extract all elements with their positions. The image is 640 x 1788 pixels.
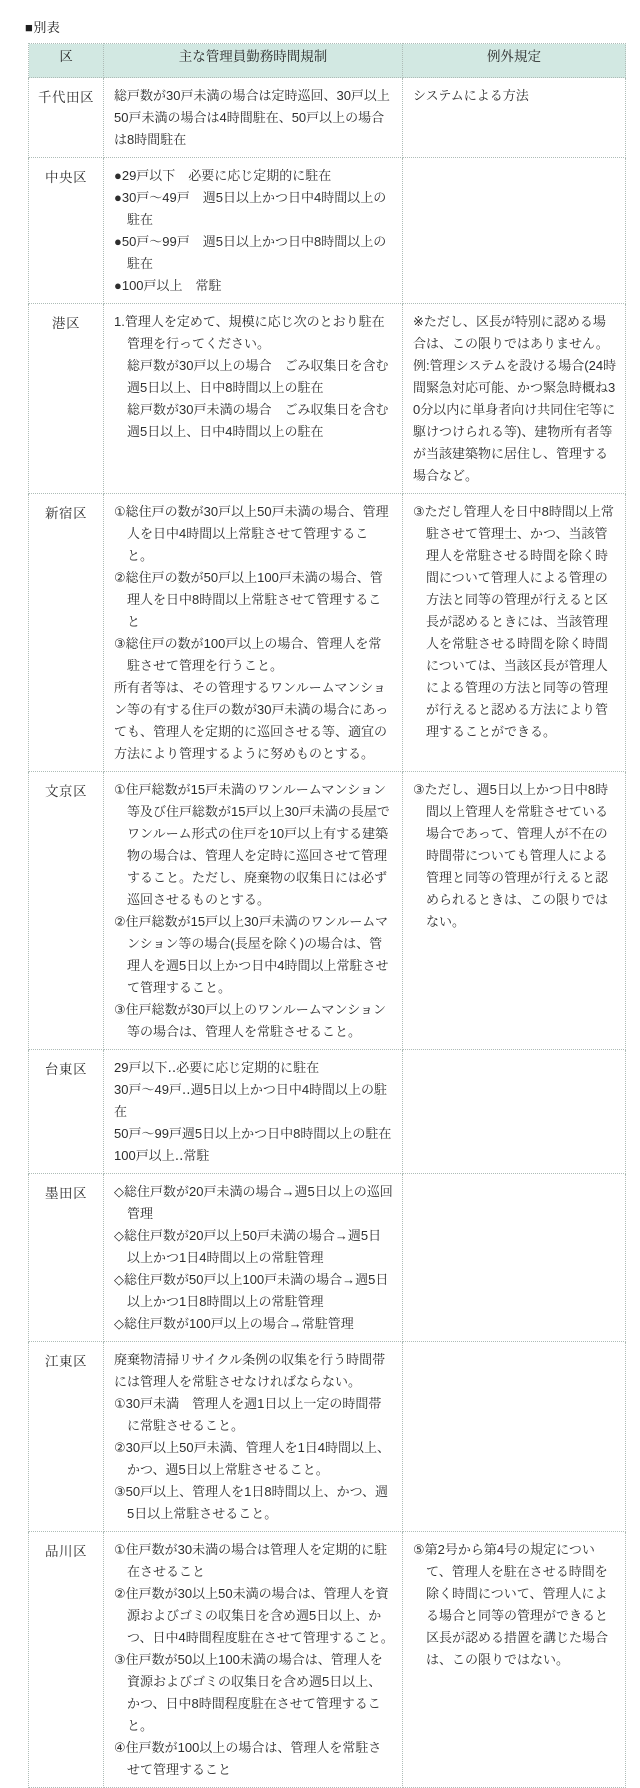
table-row xyxy=(29,304,626,494)
ward-name: 品川区 xyxy=(29,1532,104,1788)
regulation-line: ②住戸総数が15戸以上30戸未満のワンルームマンション等の場合(長屋を除く)の場合は、管理人を週5日以上かつ日中4時間以上常駐させて管理すること。 xyxy=(114,914,389,995)
exception-line: ⑤第2号から第4号の規定について、管理人を駐在させる時間を除く時間について、管理人による場合と同等の管理ができると区長が認める措置を講じた場合は、この限りではない。 xyxy=(413,1542,609,1667)
regulation-line: ④住戸数が100以上の場合は、管理人を常駐させて管理すること xyxy=(114,1740,382,1777)
regulation-line: 30戸～49戸‥週5日以上かつ日中4時間以上の駐在 xyxy=(114,1082,388,1119)
ward-name: 中央区 xyxy=(29,158,104,304)
regulation-line: 廃棄物清掃リサイクル条例の収集を行う時間帯には管理人を常駐させなければならない。 xyxy=(114,1352,386,1389)
regulation-line: ③住戸総数が30戸以上のワンルームマンション等の場合は、管理人を常駐させること。 xyxy=(114,1002,386,1039)
regulation-line: ◇総住戸数が20戸未満の場合→週5日以上の巡回管理 xyxy=(114,1184,393,1221)
exception-line: ③ただし管理人を日中8時間以上常駐させて管理士、かつ、当該管理人を常駐させる時間を除く時間について管理人による管理の方法と同等の管理が行えると区長が認めるときには、当該管理人を常駐させる時間を除く時間については、当該区長が管理人による管理の方法と同等の管理が行えると認める方法により管理することができる。 xyxy=(413,504,614,739)
exception-cell xyxy=(403,78,626,158)
regulation-cell xyxy=(104,494,403,772)
regulation-line: ①30戸未満 管理人を週1日以上一定の時間帯に常駐させること。 xyxy=(114,1396,382,1433)
regulation-line: ◇総住戸数が100戸以上の場合→常駐管理 xyxy=(114,1316,354,1331)
regulation-line: ①総住戸の数が30戸以上50戸未満の場合、管理人を日中4時間以上常駐させて管理すること。 xyxy=(114,504,389,563)
ward-name: 文京区 xyxy=(29,772,104,1050)
regulation-line: 総戸数が30戸以上の場合 ごみ収集日を含む週5日以上、日中8時間以上の駐在 xyxy=(127,358,389,395)
exception-cell xyxy=(403,1050,626,1174)
regulation-line: ②住戸数が30以上50未満の場合は、管理人を資源およびゴミの収集日を含め週5日以上、かつ、日中4時間程度駐在させて管理すること。 xyxy=(114,1586,394,1645)
exception-cell xyxy=(403,1532,626,1788)
ward-regulation-table xyxy=(28,43,626,1788)
regulation-line: ◇総住戸数が50戸以上100戸未満の場合→週5日以上かつ1日8時間以上の常駐管理 xyxy=(114,1272,389,1309)
regulation-line: ①住戸数が30未満の場合は管理人を定期的に駐在させること xyxy=(114,1542,388,1579)
regulation-line: ●30戸～49戸 週5日以上かつ日中4時間以上の駐在 xyxy=(114,190,387,227)
regulation-line: ③総住戸の数が100戸以上の場合、管理人を常駐させて管理を行うこと。 xyxy=(114,636,382,673)
regulation-cell xyxy=(104,1532,403,1788)
exception-cell xyxy=(403,304,626,494)
regulation-line: ①住戸総数が15戸未満のワンルームマンション等及び住戸総数が15戸以上30戸未満の長屋でワンルーム形式の住戸を10戸以上有する建築物の場合は、管理人を定時に巡回させて管理すること。ただし、廃棄物の収集日には必ず巡回させるものとする。 xyxy=(114,782,390,907)
regulation-line: ③住戸数が50以上100未満の場合は、管理人を資源およびゴミの収集日を含め週5日以上、かつ、日中8時間程度駐在させて管理すること。 xyxy=(114,1652,383,1733)
regulation-line: ◇総住戸数が20戸以上50戸未満の場合→週5日以上かつ1日4時間以上の常駐管理 xyxy=(114,1228,382,1265)
table-row xyxy=(29,494,626,772)
ward-name: 墨田区 xyxy=(29,1174,104,1342)
exception-line: ③ただし、週5日以上かつ日中8時間以上管理人を常駐させている場合であって、管理人が不在の時間帯についても管理人による管理と同等の管理が行えると認められるときは、この限りではない。 xyxy=(413,782,609,929)
header-exception: 例外規定 xyxy=(403,44,626,78)
regulation-line: 総戸数が30戸未満の場合 ごみ収集日を含む週5日以上、日中4時間以上の駐在 xyxy=(127,402,389,439)
table-row xyxy=(29,1050,626,1174)
regulation-cell xyxy=(104,1342,403,1532)
ward-name: 港区 xyxy=(29,304,104,494)
ward-name: 江東区 xyxy=(29,1342,104,1532)
header-regulation: 主な管理員勤務時間規制 xyxy=(104,44,403,78)
exception-line: システムによる方法 xyxy=(413,88,529,103)
exception-cell xyxy=(403,772,626,1050)
ward-name: 千代田区 xyxy=(29,78,104,158)
table-row xyxy=(29,1342,626,1532)
table-row xyxy=(29,78,626,158)
regulation-cell xyxy=(104,1174,403,1342)
regulation-line: ●100戸以上 常駐 xyxy=(114,278,222,293)
regulation-line: ③50戸以上、管理人を1日8時間以上、かつ、週5日以上常駐させること。 xyxy=(114,1484,389,1521)
regulation-line: 総戸数が30戸未満の場合は定時巡回、30戸以上50戸未満の場合は4時間駐在、50戸以上の場合は8時間駐在 xyxy=(114,88,390,147)
exception-cell xyxy=(403,1342,626,1532)
exception-cell xyxy=(403,494,626,772)
table-row xyxy=(29,772,626,1050)
exception-cell xyxy=(403,1174,626,1342)
regulation-line: ②30戸以上50戸未満、管理人を1日4時間以上、かつ、週5日以上常駐させること。 xyxy=(114,1440,391,1477)
regulation-line: 50戸～99戸週5日以上かつ日中8時間以上の駐在 xyxy=(114,1126,392,1141)
table-row xyxy=(29,1532,626,1788)
exception-line: 例:管理システムを設ける場合(24時間緊急対応可能、かつ緊急時概ね30分以内に単身者向け共同住宅等に駆けつけられる等)、建物所有者等が当該建築物に居住し、管理する場合など。 xyxy=(413,358,617,483)
regulation-line: ②総住戸の数が50戸以上100戸未満の場合、管理人を日中8時間以上常駐させて管理すること xyxy=(114,570,383,629)
regulation-line: 所有者等は、その管理するワンルームマンション等の有する住戸の数が30戸未満の場合にあっても、管理人を定期的に巡回させる等、適宜の方法により管理するように努めものとする。 xyxy=(114,680,389,761)
regulation-cell xyxy=(104,78,403,158)
ward-name: 台東区 xyxy=(29,1050,104,1174)
regulation-line: ●29戸以下 必要に応じ定期的に駐在 xyxy=(114,168,332,183)
regulation-cell xyxy=(104,1050,403,1174)
regulation-cell xyxy=(104,158,403,304)
exception-cell xyxy=(403,158,626,304)
regulation-line: 1.管理人を定めて、規模に応じ次のとおり駐在管理を行ってください。 xyxy=(114,314,385,351)
regulation-cell xyxy=(104,772,403,1050)
regulation-line: 100戸以上‥常駐 xyxy=(114,1148,210,1163)
regulation-cell xyxy=(104,304,403,494)
header-ward: 区 xyxy=(29,44,104,78)
page-title: ■別表 xyxy=(25,20,61,35)
exception-line: ※ただし、区長が特別に認める場合は、この限りではありません。 xyxy=(413,314,609,351)
table-row xyxy=(29,158,626,304)
ward-name: 新宿区 xyxy=(29,494,104,772)
table-header-row xyxy=(29,44,626,78)
regulation-line: 29戸以下‥必要に応じ定期的に駐在 xyxy=(114,1060,320,1075)
regulation-line: ●50戸～99戸 週5日以上かつ日中8時間以上の駐在 xyxy=(114,234,387,271)
table-row xyxy=(29,1174,626,1342)
